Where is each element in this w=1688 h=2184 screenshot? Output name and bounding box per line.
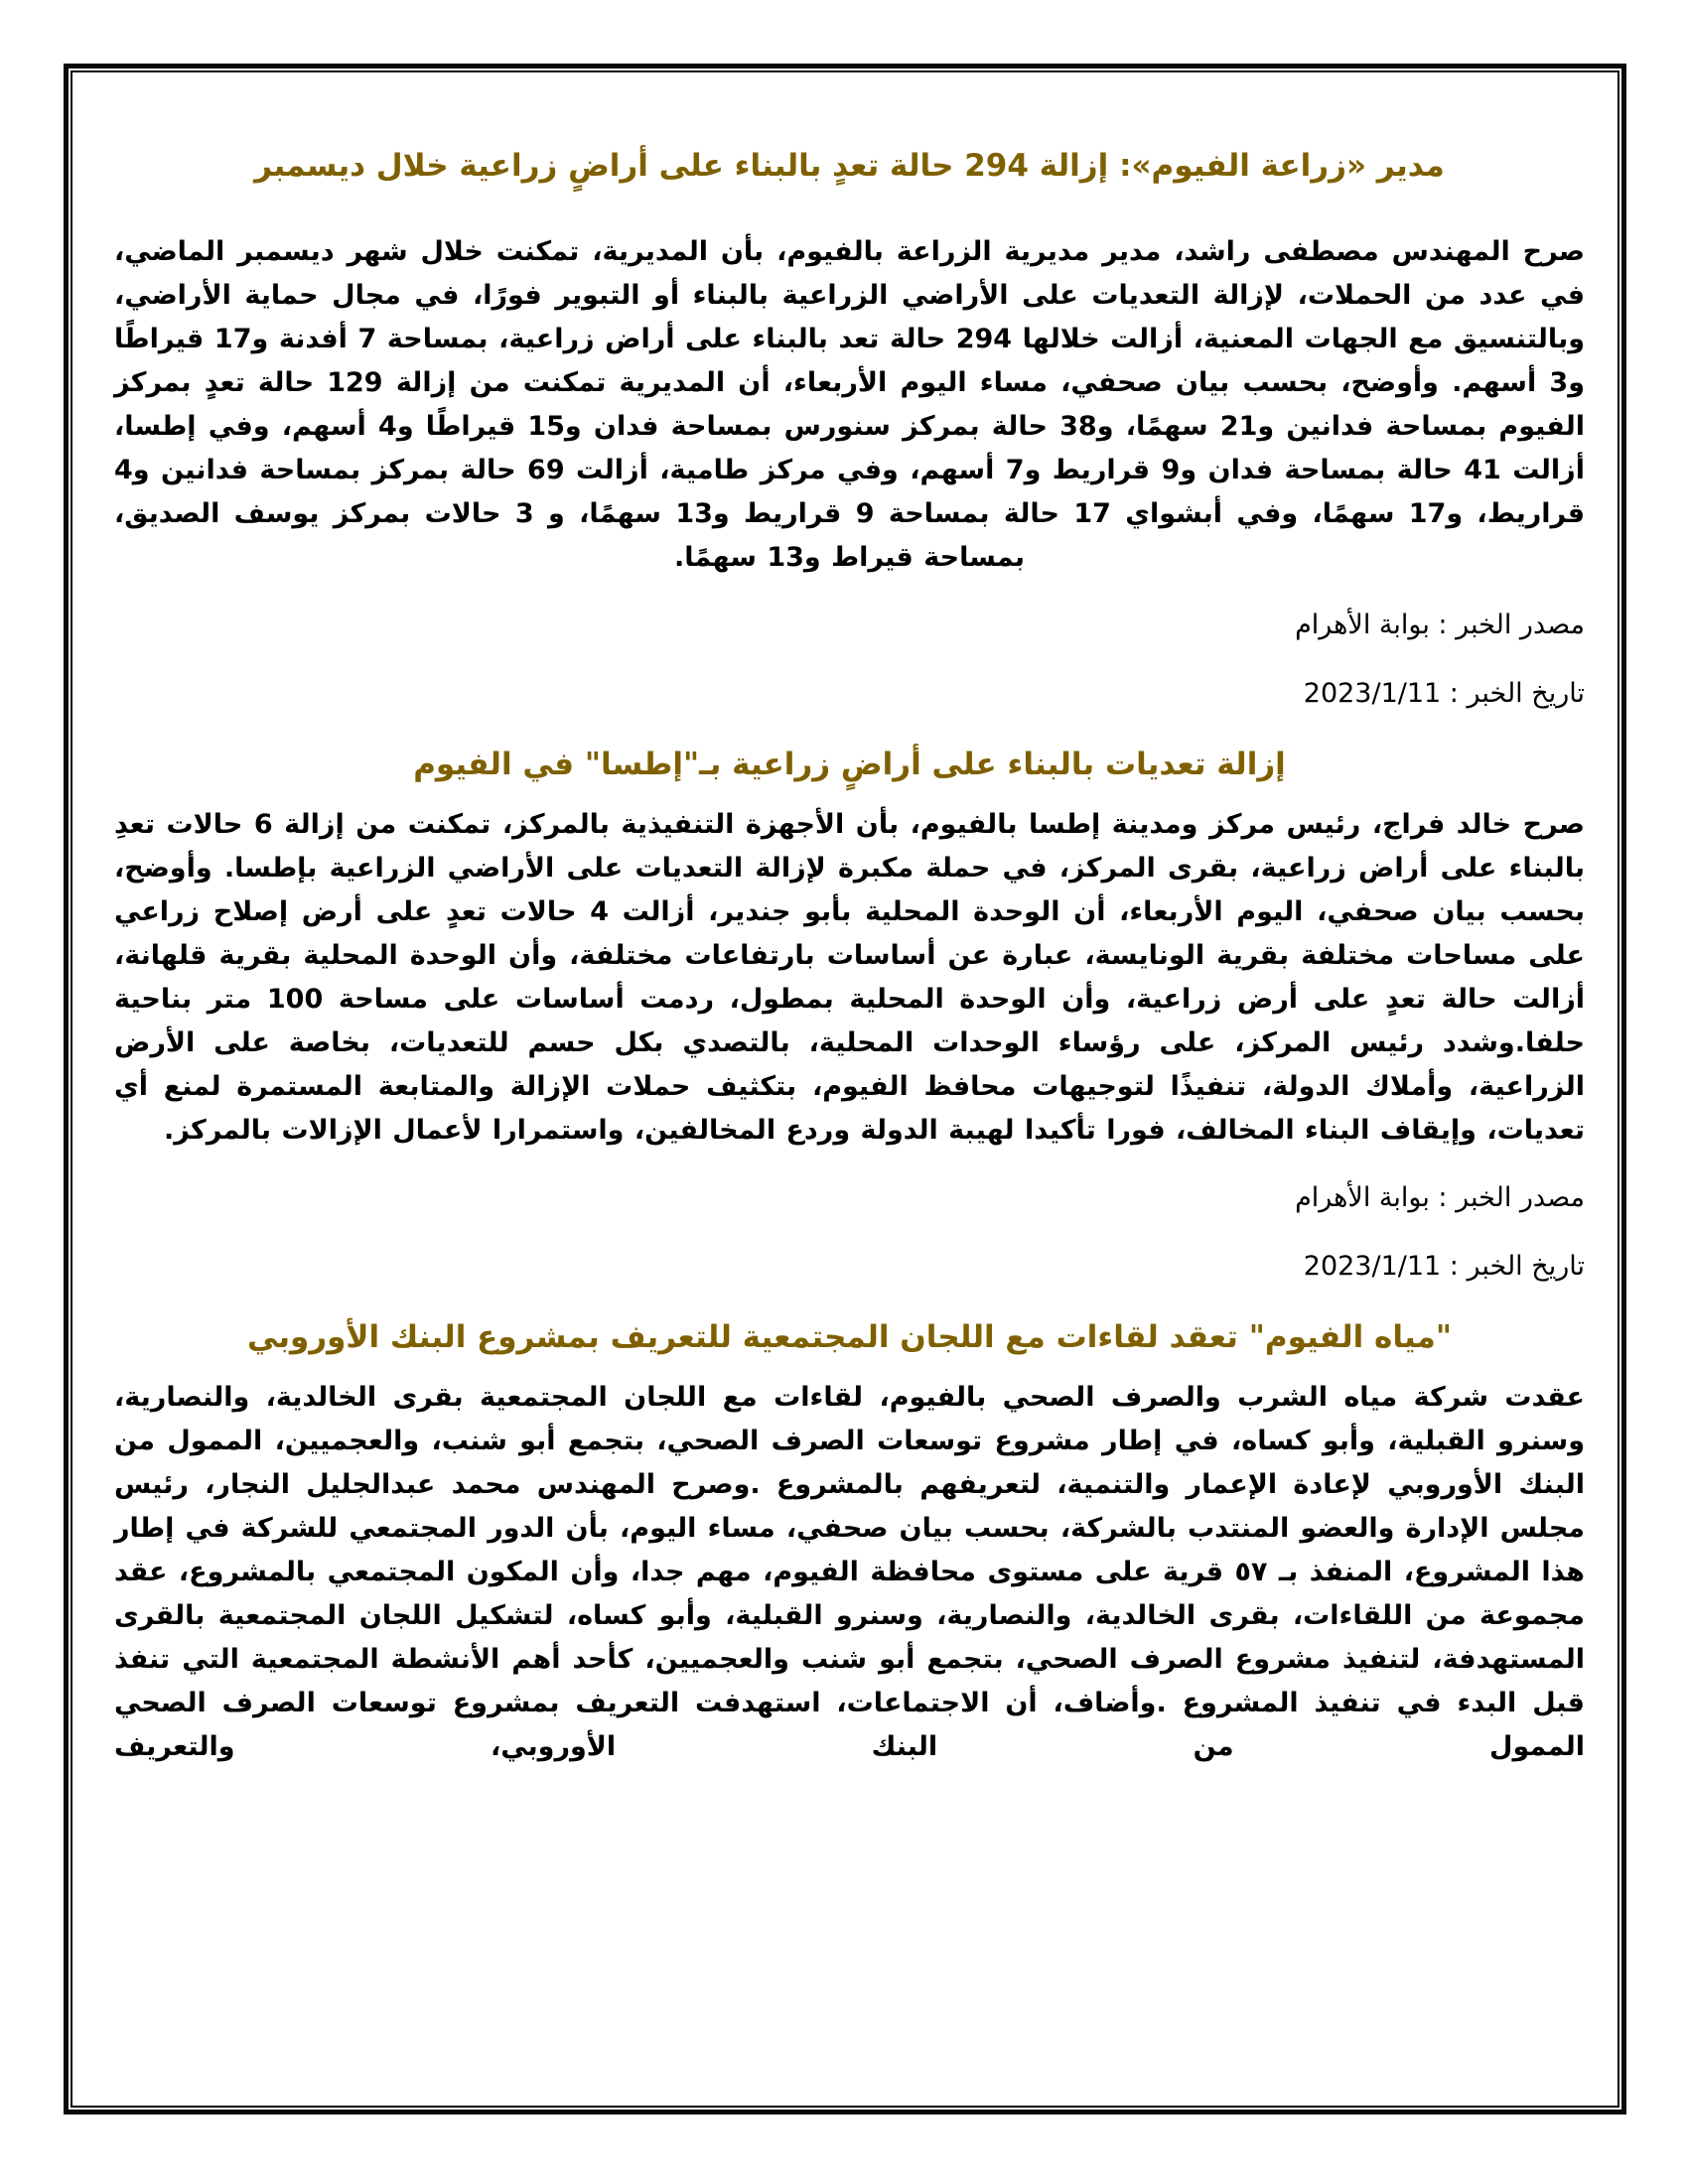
article-1-title: مدير «زراعة الفيوم»: إزالة 294 حالة تعدٍ بالبناء على أراضٍ زراعية خلال ديسمبر xyxy=(254,148,1445,184)
article-1-source-line: مصدر الخبر : بوابة الأهرام xyxy=(1295,610,1585,640)
article-2-body: صرح خالد فراج، رئيس مركز ومدينة إطسا بالفيوم، بأن الأجهزة التنفيذية بالمركز، تمكنت من إزالة 6 حالات تعدِ بالبناء على أراض زراعية، بقرى المركز، في حملة مكبرة لإزالة التعديات على الأراضي الزراعية بإطسا. وأوضح، بحسب بيان صحفي، اليوم الأربعاء، أن الوحدة المحلية بأبو جندير، أزالت 4 حالات تعدٍ على أرض إصلاح زراعي على مساحات مختلفة بقرية الونايسة، عبارة عن أساسات بارتفاعات مختلفة، وأن الوحدة المحلية بقرية قلهانة، أزالت حالة تعدٍ على أرض زراعية، وأن الوحدة المحلية بمطول، ردمت أساسات على مساحة 100 متر بناحية حلفا.وشدد رئيس المركز، على رؤساء الوحدات المحلية، بالتصدي بكل حسم للتعديات، بخاصة على الأرض الزراعية، وأملاك الدولة، تنفيذًا لتوجيهات محافظ الفيوم، بتكثيف حملات الإزالة والمتابعة المستمرة لمنع أي تعديات، وإيقاف البناء المخالف، فورا تأكيدا لهيبة الدولة وردع المخالفين، واستمرارا لأعمال الإزالات بالمركز. xyxy=(114,809,1586,1146)
article-3-title: "مياه الفيوم" تعقد لقاءات مع اللجان المجتمعية للتعريف بمشروع البنك الأوروبي xyxy=(246,1319,1452,1355)
article-1-body: صرح المهندس مصطفى راشد، مدير مديرية الزراعة بالفيوم، بأن المديرية، تمكنت خلال شهر ديسمبر الماضي، في عدد من الحملات، لإزالة التعديات على الأراضي الزراعية بالبناء أو التبوير فورًا، في مجال حماية الأراضي، وبالتنسيق مع الجهات المعنية، أزالت خلالها 294 حالة تعد بالبناء على أراض زراعية، بمساحة 7 أفدنة و17 قيراطًا و3 أسهم. وأوضح، بحسب بيان صحفي، مساء اليوم الأربعاء، أن المديرية تمكنت من إزالة 129 حالة تعدٍ بمركز الفيوم بمساحة فدانين و21 سهمًا، و38 حالة بمركز سنورس بمساحة فدان و15 قيراطًا و4 أسهم، وفي إطسا، أزالت 41 حالة بمساحة فدان و9 قراريط و7 أسهم، وفي مركز طامية، أزالت 69 حالة بمركز بمساحة فدانين و4 قراريط، و17 سهمًا، وفي أبشواي 17 حالة بمساحة 9 قراريط و13 سهمًا، و 3 حالات بمركز يوسف الصديق، بمساحة قيراط و13 سهمًا. xyxy=(114,236,1586,573)
article-itsa-removals xyxy=(114,734,1585,1289)
article-1-date-line: تاريخ الخبر : 2023/1/11 xyxy=(1303,678,1585,709)
article-3-body: عقدت شركة مياه الشرب والصرف الصحي بالفيوم، لقاءات مع اللجان المجتمعية بقرى الخالدية، والنصارية، وسنرو القبلية، وأبو كساه، في إطار مشروع توسعات الصرف الصحي، بتجمع أبو شنب، والعجميين، الممول من البنك الأوروبي لإعادة الإعمار والتنمية، لتعريفهم بالمشروع .وصرح المهندس محمد عبدالجليل النجار، رئيس مجلس الإدارة والعضو المنتدب بالشركة، بحسب بيان صحفي، مساء اليوم، بأن الدور المجتمعي للشركة في إطار هذا المشروع، المنفذ بـ ٥٧ قرية على مستوى محافظة الفيوم، مهم جدا، وأن المكون المجتمعي بالمشروع، عقد مجموعة من اللقاءات، بقرى الخالدية، والنصارية، وسنرو القبلية، وأبو كساه، لتشكيل اللجان المجتمعية بالقرى المستهدفة، لتنفيذ مشروع الصرف الصحي، بتجمع أبو شنب والعجميين، كأحد أهم الأنشطة المجتمعية التي تنفذ قبل البدء في تنفيذ المشروع .وأضاف، أن الاجتماعات، استهدفت التعريف بمشروع توسعات الصرف الصحي الممول من البنك الأوروبي، والتعريف xyxy=(114,1382,1585,1762)
article-fayoum-agriculture-removals xyxy=(114,135,1585,716)
document-content xyxy=(114,135,1585,1769)
article-2-date-line: تاريخ الخبر : 2023/1/11 xyxy=(1303,1251,1585,1282)
article-2-source-line: مصدر الخبر : بوابة الأهرام xyxy=(1295,1182,1585,1213)
article-2-title: إزالة تعديات بالبناء على أراضٍ زراعية بـ"إطسا" في الفيوم xyxy=(413,747,1286,782)
article-fayoum-water-meetings xyxy=(114,1306,1585,1769)
